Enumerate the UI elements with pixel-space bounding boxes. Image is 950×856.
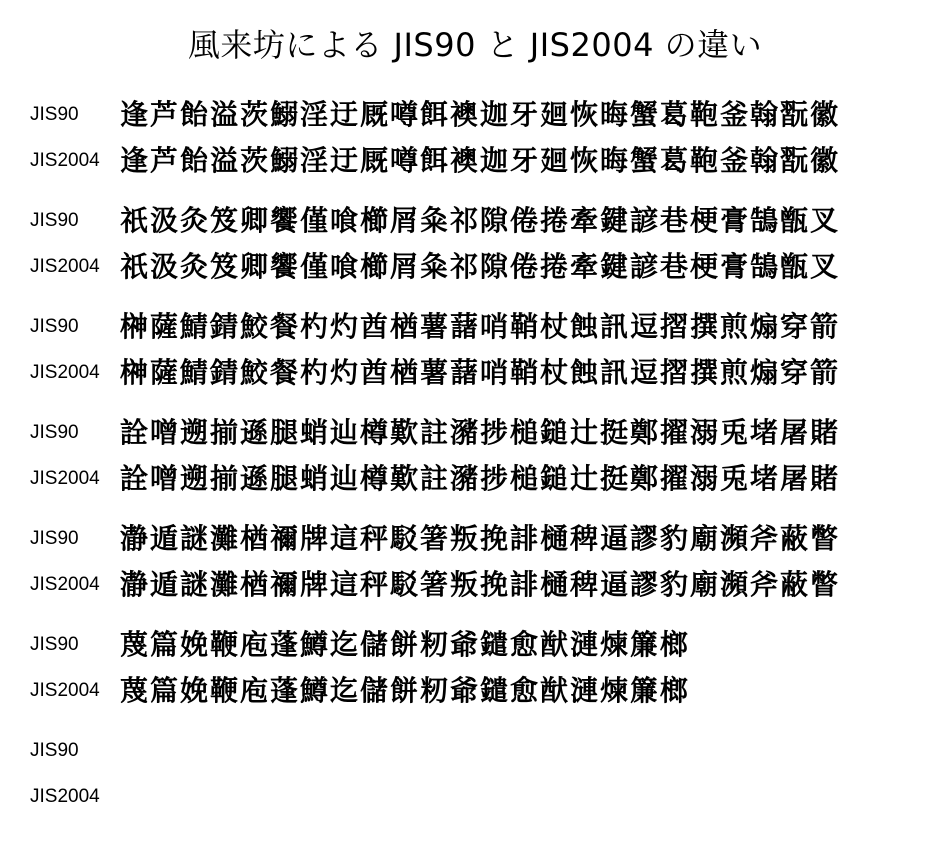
comparison-group: [30, 622, 930, 728]
jis2004-label: JIS2004: [30, 256, 100, 277]
comparison-group: [30, 92, 930, 198]
jis2004-label: JIS2004: [30, 362, 100, 383]
jis90-row: [30, 410, 930, 456]
jis90-label: JIS90: [30, 316, 79, 337]
jis90-glyphs: 詮噌遡揃遜腿蛸辿樽歎註瀦捗槌鎚辻挺鄭擢溺兎堵屠賭: [120, 416, 841, 449]
jis2004-row: [30, 456, 930, 502]
jis90-glyphs: 祇汲灸笈卿饗僅喰櫛屑粂祁隙倦捲牽鍵諺巷梗膏鵠甑叉: [120, 204, 841, 237]
jis90-row: [30, 304, 930, 350]
jis2004-label: JIS2004: [30, 786, 100, 807]
jis2004-row: [30, 244, 930, 290]
jis90-row: [30, 516, 930, 562]
jis2004-label: JIS2004: [30, 468, 100, 489]
jis2004-glyphs: 逢芦飴溢茨鰯淫迂厩噂餌襖迦牙廻恢晦蟹葛鞄釜翰翫徽: [120, 144, 841, 177]
jis90-label: JIS90: [30, 740, 79, 761]
jis2004-glyphs: 祇汲灸笈卿饗僅喰櫛屑粂祁隙倦捲牽鍵諺巷梗膏鵠甑叉: [120, 250, 841, 283]
comparison-group: [30, 728, 930, 834]
jis90-label: JIS90: [30, 634, 79, 655]
comparison-groups: [30, 92, 930, 834]
jis2004-glyphs: 蔑篇娩鞭庖蓬鱒迄儲餅籾爺鑓愈猷漣煉簾榔: [120, 674, 691, 707]
jis90-row: [30, 92, 930, 138]
jis90-glyphs: 瀞遁謎灘楢禰牌這秤駁箸叛挽誹樋稗逼謬豹廟瀕斧蔽瞥: [120, 522, 841, 555]
jis90-glyphs: 蔑篇娩鞭庖蓬鱒迄儲餅籾爺鑓愈猷漣煉簾榔: [120, 628, 691, 661]
page-title: 風来坊による JIS90 と JIS2004 の違い: [187, 26, 763, 64]
jis2004-row: [30, 138, 930, 184]
jis90-row: [30, 198, 930, 244]
jis2004-label: JIS2004: [30, 150, 100, 171]
jis90-label: JIS90: [30, 104, 79, 125]
jis90-label: JIS90: [30, 422, 79, 443]
jis2004-row: [30, 668, 930, 714]
jis90-glyphs: 榊薩鯖錆鮫餐杓灼酋楢薯藷哨鞘杖蝕訊逗摺撰煎煽穿箭: [120, 310, 841, 343]
jis90-glyphs: 逢芦飴溢茨鰯淫迂厩噂餌襖迦牙廻恢晦蟹葛鞄釜翰翫徽: [120, 98, 841, 131]
jis2004-glyphs: 榊薩鯖錆鮫餐杓灼酋楢薯藷哨鞘杖蝕訊逗摺撰煎煽穿箭: [120, 356, 841, 389]
jis90-row: [30, 728, 930, 774]
jis2004-row: [30, 562, 930, 608]
jis2004-glyphs: 瀞遁謎灘楢禰牌這秤駁箸叛挽誹樋稗逼謬豹廟瀕斧蔽瞥: [120, 568, 841, 601]
jis2004-row: [30, 350, 930, 396]
jis90-row: [30, 622, 930, 668]
comparison-group: [30, 198, 930, 304]
jis2004-row: [30, 774, 930, 820]
comparison-group: [30, 304, 930, 410]
jis90-label: JIS90: [30, 210, 79, 231]
jis90-label: JIS90: [30, 528, 79, 549]
jis2004-label: JIS2004: [30, 574, 100, 595]
comparison-group: [30, 410, 930, 516]
jis2004-glyphs: 詮噌遡揃遜腿蛸辿樽歎註瀦捗槌鎚辻挺鄭擢溺兎堵屠賭: [120, 462, 841, 495]
comparison-group: [30, 516, 930, 622]
jis2004-label: JIS2004: [30, 680, 100, 701]
